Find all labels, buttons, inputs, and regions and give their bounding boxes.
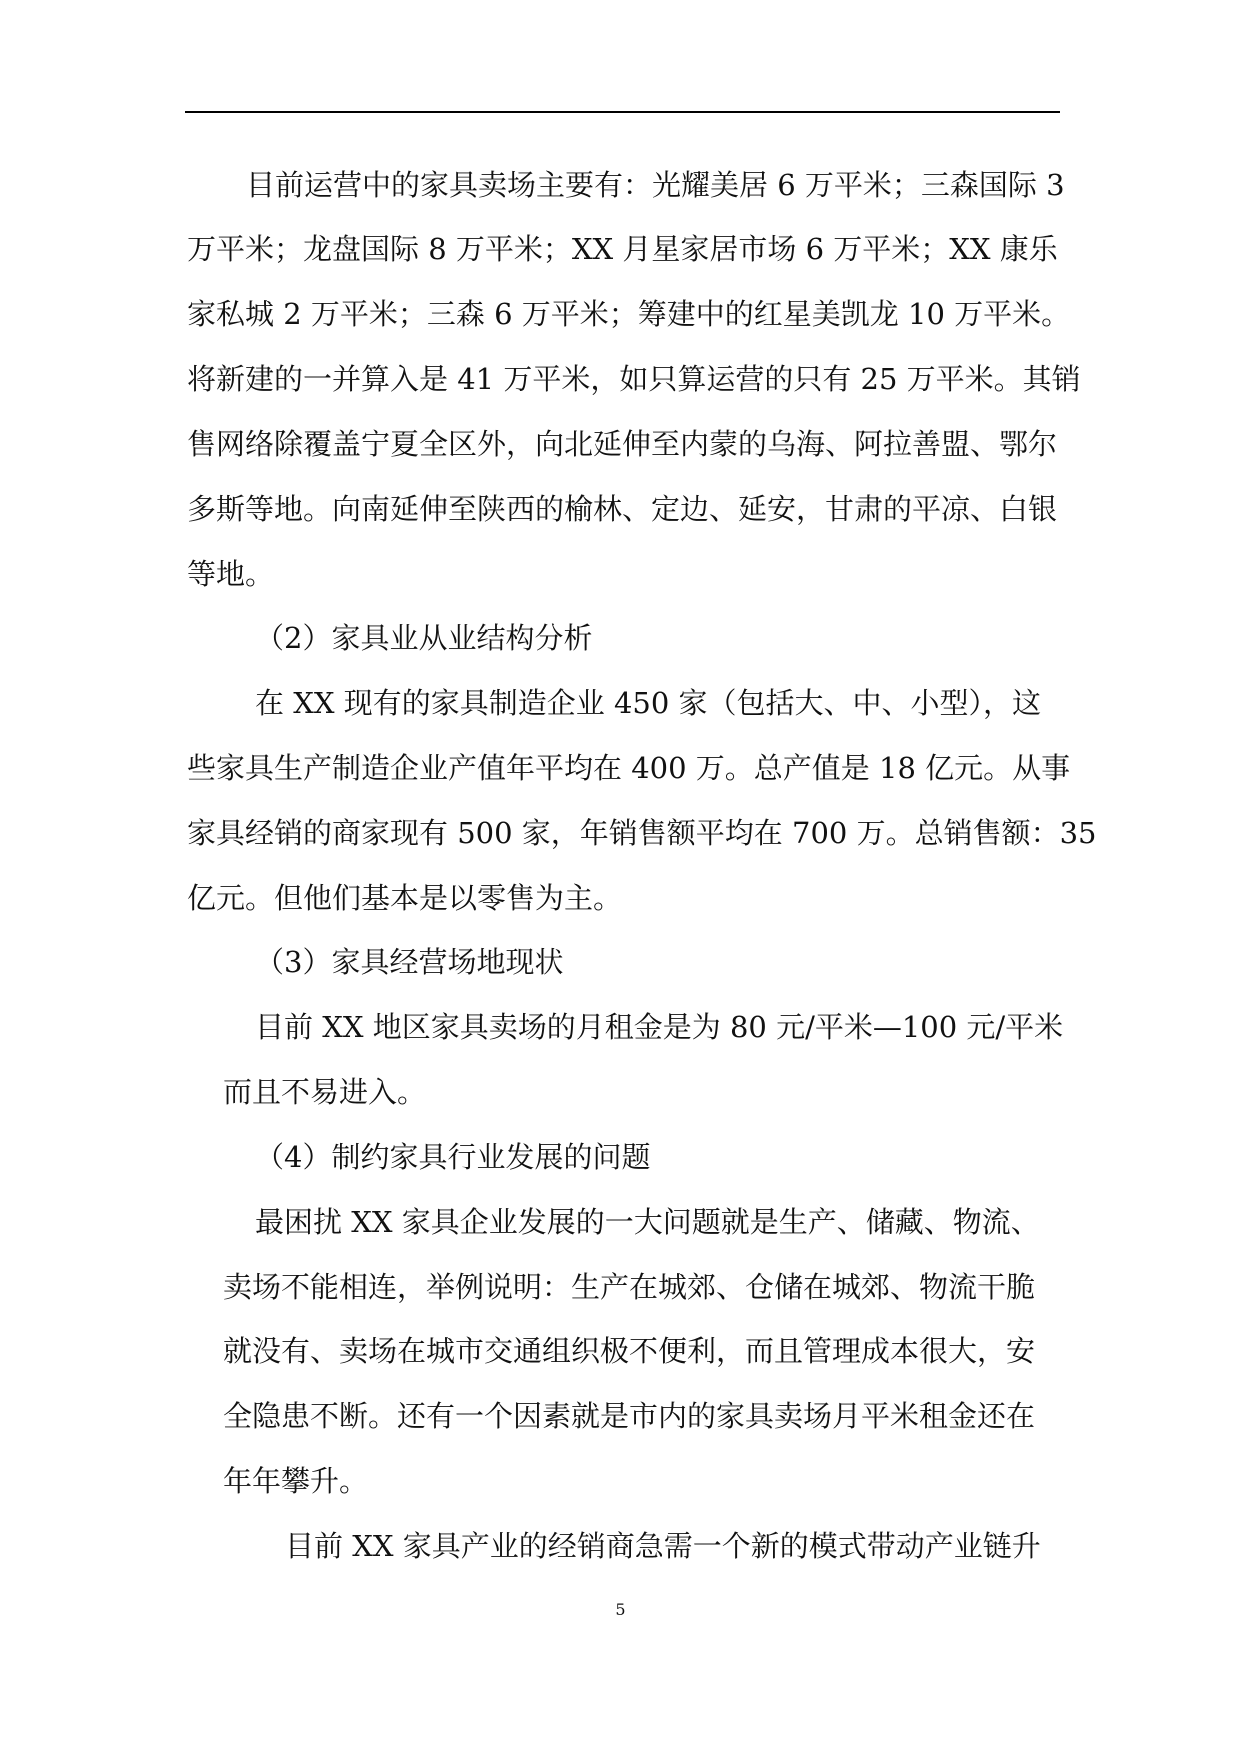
section-heading: （4）制约家具行业发展的问题 — [255, 1140, 651, 1174]
text-line: 多斯等地。向南延伸至陕西的榆林、定边、延安，甘肃的平凉、白银 — [187, 492, 1058, 526]
section-heading: （3）家具经营场地现状 — [255, 945, 564, 979]
text-line: 万平米；龙盘国际 8 万平米；XX 月星家居市场 6 万平米；XX 康乐 — [187, 232, 1058, 266]
text-line: 售网络除覆盖宁夏全区外，向北延伸至内蒙的乌海、阿拉善盟、鄂尔 — [187, 427, 1058, 461]
text-line: 卖场不能相连，举例说明：生产在城郊、仓储在城郊、物流干脆 — [223, 1270, 1036, 1304]
text-line: 家私城 2 万平米；三森 6 万平米；筹建中的红星美凯龙 10 万平米。 — [187, 297, 1071, 331]
text-line: 最困扰 XX 家具企业发展的一大问题就是生产、储藏、物流、 — [255, 1205, 1040, 1239]
text-line: 目前 XX 家具产业的经销商急需一个新的模式带动产业链升 — [285, 1529, 1041, 1563]
text-line: 些家具生产制造企业产值年平均在 400 万。总产值是 18 亿元。从事 — [187, 751, 1071, 785]
text-line: 年年攀升。 — [223, 1464, 369, 1498]
text-line: 就没有、卖场在城市交通组织极不便利，而且管理成本很大，安 — [223, 1334, 1036, 1368]
text-line: 将新建的一并算入是 41 万平米，如只算运营的只有 25 万平米。其销 — [187, 362, 1081, 396]
text-line: 目前 XX 地区家具卖场的月租金是为 80 元/平米—100 元/平米 — [255, 1010, 1064, 1044]
section-heading: （2）家具业从业结构分析 — [255, 621, 593, 655]
text-line: 在 XX 现有的家具制造企业 450 家（包括大、中、小型），这 — [255, 686, 1042, 720]
text-line: 而且不易进入。 — [223, 1075, 427, 1109]
text-line: 等地。 — [187, 557, 275, 591]
header-rule — [185, 111, 1060, 113]
text-line: 全隐患不断。还有一个因素就是市内的家具卖场月平米租金还在 — [223, 1399, 1036, 1433]
text-line: 亿元。但他们基本是以零售为主。 — [187, 881, 623, 915]
text-line: 家具经销的商家现有 500 家，年销售额平均在 700 万。总销售额：35 — [187, 816, 1097, 850]
page-number: 5 — [615, 1600, 626, 1619]
text-line: 目前运营中的家具卖场主要有：光耀美居 6 万平米；三森国际 3 — [246, 168, 1065, 202]
